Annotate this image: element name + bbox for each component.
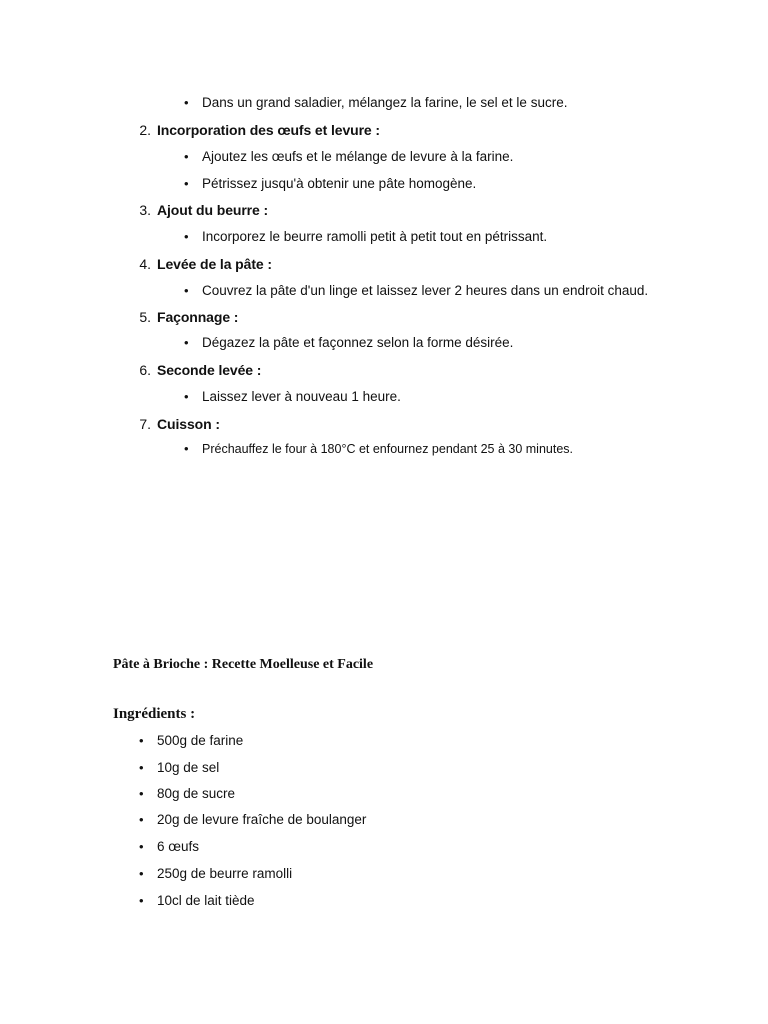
step-bullet-item [184, 335, 514, 351]
bullet-icon: • [139, 839, 144, 854]
step-title: Seconde levée : [157, 362, 262, 378]
bullet-icon: • [139, 786, 144, 801]
step-bullet-text: Préchauffez le four à 180°C et enfournez pendant 25 à 30 minutes. [202, 442, 573, 456]
step-heading [139, 121, 380, 139]
step-number: 7. [139, 416, 151, 432]
ingredient-text: 20g de levure fraîche de boulanger [157, 812, 367, 827]
bullet-icon: • [139, 893, 144, 908]
bullet-icon: • [184, 229, 189, 244]
step-bullet-item [184, 149, 514, 165]
bullet-icon: • [184, 389, 189, 404]
ingredient-item [139, 866, 293, 882]
step-bullet-item [184, 229, 548, 245]
step-number: 4. [139, 256, 151, 272]
step-heading [139, 201, 269, 219]
ingredient-item [139, 893, 255, 909]
bullet-icon: • [139, 733, 144, 748]
step-title: Levée de la pâte : [157, 256, 272, 272]
ingredient-item [139, 839, 200, 855]
ingredient-text: 250g de beurre ramolli [157, 866, 293, 881]
bullet-icon: • [139, 760, 144, 775]
step-bullet-item [184, 95, 568, 111]
bullet-icon: • [184, 95, 189, 110]
step-title: Ajout du beurre : [157, 202, 269, 218]
step-bullet-text: Couvrez la pâte d'un linge et laissez lever 2 heures dans un endroit chaud. [202, 283, 649, 298]
bullet-icon: • [184, 441, 189, 456]
bullet-icon: • [139, 866, 144, 881]
ingredient-item [139, 786, 236, 802]
step-heading [139, 415, 220, 433]
bullet-icon: • [184, 283, 189, 298]
ingredient-item [139, 760, 220, 776]
ingredient-text: 500g de farine [157, 733, 244, 748]
step-bullet-item [184, 283, 649, 299]
step-heading [139, 255, 272, 273]
bullet-icon: • [184, 335, 189, 350]
step-bullet-item [184, 176, 477, 192]
step-bullet-item [184, 389, 401, 405]
step-number: 5. [139, 309, 151, 325]
ingredient-item [139, 812, 367, 828]
step-heading [139, 308, 239, 326]
step-heading [139, 361, 262, 379]
step-number: 3. [139, 202, 151, 218]
step-bullet-item [184, 441, 573, 457]
step-bullet-text: Dégazez la pâte et façonnez selon la forme désirée. [202, 335, 514, 350]
bullet-icon: • [184, 149, 189, 164]
step-bullet-text: Ajoutez les œufs et le mélange de levure à la farine. [202, 149, 514, 164]
ingredient-text: 6 œufs [157, 839, 200, 854]
bullet-icon: • [139, 812, 144, 827]
step-title: Incorporation des œufs et levure : [157, 122, 380, 138]
recipe-title: Pâte à Brioche : Recette Moelleuse et Facile [113, 657, 374, 672]
ingredients-heading: Ingrédients : [113, 706, 196, 722]
ingredient-item [139, 733, 244, 749]
step-bullet-text: Incorporez le beurre ramolli petit à petit tout en pétrissant. [202, 229, 548, 244]
step-title: Cuisson : [157, 416, 220, 432]
bullet-icon: • [184, 176, 189, 191]
step-title: Façonnage : [157, 309, 239, 325]
ingredient-text: 10cl de lait tiède [157, 893, 255, 908]
ingredient-text: 80g de sucre [157, 786, 236, 801]
ingredient-text: 10g de sel [157, 760, 220, 775]
step-bullet-text: Dans un grand saladier, mélangez la farine, le sel et le sucre. [202, 95, 568, 110]
step-bullet-text: Laissez lever à nouveau 1 heure. [202, 389, 401, 404]
step-bullet-text: Pétrissez jusqu'à obtenir une pâte homogène. [202, 176, 477, 191]
step-number: 2. [139, 122, 151, 138]
step-number: 6. [139, 362, 151, 378]
